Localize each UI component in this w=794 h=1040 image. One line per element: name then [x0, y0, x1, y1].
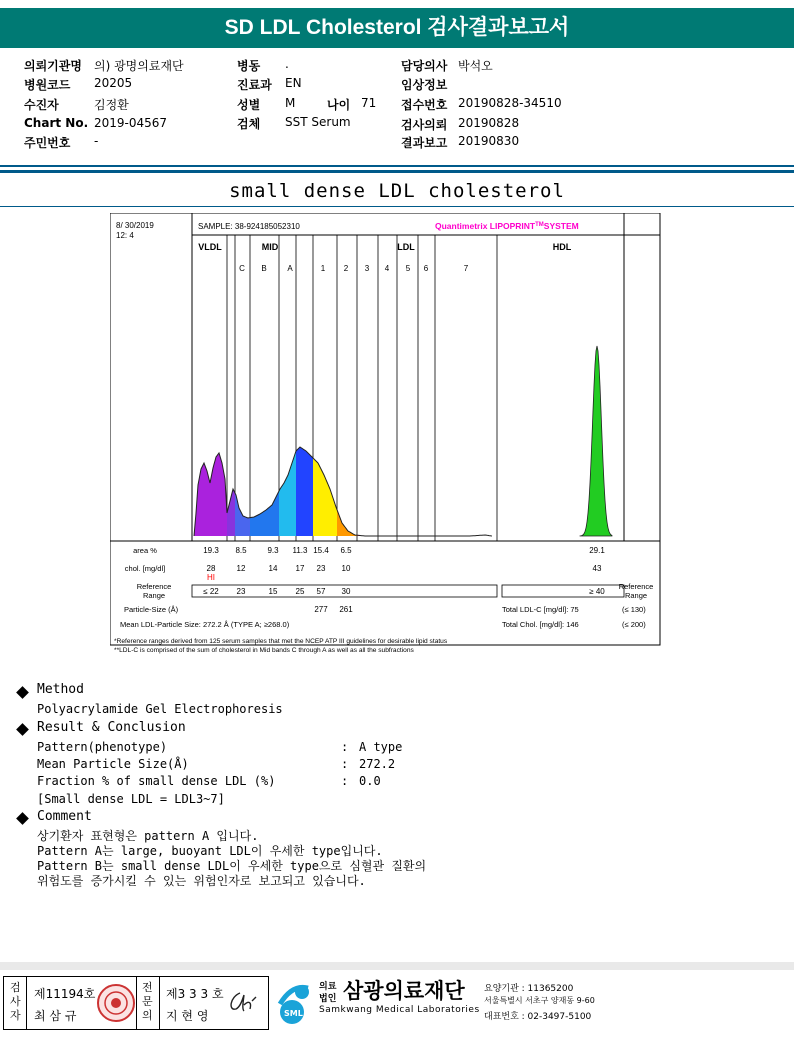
divider	[0, 170, 794, 173]
result-note: [Small dense LDL = LDL3~7]	[37, 792, 225, 806]
group-label: LDL	[397, 242, 415, 252]
band-label: 3	[364, 264, 370, 273]
method-text: Polyacrylamide Gel Electrophoresis	[37, 702, 283, 716]
band-label: C	[239, 264, 245, 273]
area-value: 19.3	[203, 546, 219, 555]
info-value: 김정환	[94, 98, 129, 112]
info-label: 진료과	[237, 78, 272, 92]
total-chol: Total Chol. [mg/dl]: 146	[502, 620, 579, 629]
chol-value: 14	[268, 564, 278, 573]
info-value: SST Serum	[285, 115, 351, 129]
info-value: EN	[285, 76, 302, 90]
comment-line: Pattern B는 small dense LDL이 우세한 type으로 심혈관 질환의	[37, 859, 427, 873]
band-label: 6	[423, 264, 429, 273]
ref-value: 23	[236, 587, 246, 596]
bullet-icon	[16, 812, 29, 825]
bullet-icon	[16, 686, 29, 699]
result-heading: Result & Conclusion	[37, 720, 186, 735]
area-value: 8.5	[235, 546, 247, 555]
info-value: 박석오	[458, 59, 493, 73]
chol-value: 10	[341, 564, 351, 573]
org-english-name: Samkwang Medical Laboratories	[319, 1005, 480, 1015]
particle-size-label: Particle-Size (Å)	[124, 605, 179, 614]
chol-value: 12	[236, 564, 246, 573]
info-value: 2019-04567	[94, 116, 168, 130]
hdl-area-value: 29.1	[589, 546, 605, 555]
seal-icon	[96, 983, 136, 1023]
total-ldl: Total LDL-C [mg/dl]: 75	[502, 605, 579, 614]
specialist-name: 지 현 영	[166, 1009, 209, 1023]
divider	[0, 206, 794, 207]
result-label: Pattern(phenotype)	[37, 740, 168, 754]
footer-divider	[0, 962, 794, 970]
chol-value: 28	[206, 564, 216, 573]
result-separator: :	[341, 740, 349, 754]
brand-tail: SYSTEM	[543, 221, 579, 231]
band-label: 7	[463, 264, 469, 273]
org-phone: 대표번호 : 02-3497-5100	[484, 1012, 592, 1022]
result-label: Mean Particle Size(Å)	[37, 757, 189, 771]
org-code: 요양기관 : 11365200	[484, 984, 574, 994]
info-value: 20205	[94, 76, 133, 90]
band-label: B	[261, 264, 267, 273]
band-label: 4	[384, 264, 390, 273]
info-value: 20190830	[458, 134, 520, 148]
info-label: 접수번호	[401, 98, 448, 112]
info-value: -	[94, 134, 99, 148]
chart-sample-id: SAMPLE: 38-924185052310	[198, 222, 300, 231]
info-value: M	[285, 96, 296, 110]
ref-row-label: Reference	[618, 582, 654, 591]
result-label: Fraction % of small dense LDL (%)	[37, 774, 276, 788]
info-label: 나이	[327, 98, 351, 112]
comment-line: Pattern A는 large, buoyant LDL이 우세한 type입니다.	[37, 844, 383, 858]
ref-value: 57	[316, 587, 326, 596]
info-value: 71	[361, 96, 377, 110]
mean-particle-size: Mean LDL-Particle Size: 272.2 Å (TYPE A; ≥268.0)	[120, 620, 290, 629]
divider	[0, 165, 794, 167]
brand-tm: TM	[535, 222, 544, 228]
ref-value: 25	[295, 587, 305, 596]
ref-value: 30	[341, 587, 351, 596]
logo-text: SML	[284, 1009, 303, 1018]
result-value: 0.0	[359, 774, 381, 788]
total-ldl-ref: (≤ 130)	[622, 605, 646, 614]
band-label: 2	[343, 264, 349, 273]
result-value: 272.2	[359, 757, 396, 771]
result-value: A type	[359, 740, 403, 754]
report-title: SD LDL Cholesterol 검사결과보고서	[0, 8, 794, 48]
chart-footnote: **LDL-C is comprised of the sum of cholesterol in Mid bands C through A as well as all the subfractions	[114, 647, 414, 654]
group-label: HDL	[552, 242, 572, 252]
ldl1-area	[296, 447, 313, 536]
comment-line: 위험도를 증가시킬 수 있는 위험인자로 보고되고 있습니다.	[37, 874, 366, 888]
sml-logo-icon	[272, 978, 317, 1026]
examiner-label: 검사자	[10, 981, 21, 1022]
info-value: 20190828	[458, 116, 520, 130]
particle-value: 261	[339, 605, 353, 614]
info-label: 수진자	[24, 98, 59, 112]
ref-row-label: Range	[624, 591, 648, 600]
bullet-icon	[16, 723, 29, 736]
chol-value: 23	[316, 564, 326, 573]
info-value: 20190828-34510	[458, 96, 562, 110]
ref-row-label: Reference	[136, 582, 172, 591]
org-prefix: 의료	[319, 982, 337, 992]
method-heading: Method	[37, 682, 84, 697]
high-flag: HI	[207, 573, 215, 582]
chart-footnote: *Reference ranges derived from 125 serum samples that met the NCEP ATP III guidelines for desirable lipid status	[114, 638, 448, 645]
org-name: 삼광의료재단	[343, 979, 465, 1003]
info-label: 병원코드	[24, 78, 71, 92]
comment-heading: Comment	[37, 809, 92, 824]
info-label: 결과보고	[401, 136, 448, 150]
result-separator: :	[341, 774, 349, 788]
comment-line: 상기환자 표현형은 pattern A 입니다.	[37, 829, 259, 843]
particle-value: 277	[314, 605, 328, 614]
ref-value: 15	[268, 587, 278, 596]
band-label: A	[287, 264, 293, 273]
hdl-ref-value: ≥ 40	[589, 587, 605, 596]
info-label: 임상정보	[401, 78, 448, 92]
chart-time: 12: 4	[116, 231, 134, 240]
org-address: 서울특별시 서초구 양재동 9-60	[484, 996, 595, 1005]
ref-value: ≤ 22	[203, 587, 219, 596]
hdl-chol-value: 43	[592, 564, 602, 573]
info-label: 담당의사	[401, 59, 448, 73]
brand-label: Quantimetrix LIPOPRINT™SYSTEM	[435, 221, 579, 231]
info-label: 검체	[237, 117, 261, 131]
org-prefix: 법인	[319, 994, 337, 1004]
total-chol-ref: (≤ 200)	[622, 620, 646, 629]
band-label: 1	[320, 264, 326, 273]
chol-row-label: chol. [mg/dl]	[124, 564, 166, 573]
info-label: 주민번호	[24, 136, 71, 150]
chol-value: 17	[295, 564, 305, 573]
signature-box	[3, 976, 269, 1030]
examiner-license: 제11194호	[34, 987, 96, 1001]
signature-icon	[226, 987, 262, 1017]
section-title: small dense LDL cholesterol	[229, 180, 565, 202]
examiner-name: 최 삼 규	[34, 1009, 77, 1023]
info-label: 의뢰기관명	[24, 59, 82, 73]
info-label: Chart No.	[24, 116, 89, 130]
info-value: .	[285, 57, 289, 71]
area-value: 15.4	[313, 546, 329, 555]
group-label: MID	[261, 242, 279, 252]
result-separator: :	[341, 757, 349, 771]
info-label: 성별	[237, 98, 261, 112]
info-label: 병동	[237, 59, 261, 73]
ref-row-label: Range	[142, 591, 166, 600]
info-value: 의) 광명의료재단	[94, 59, 184, 73]
specialist-license: 제3 3 3 호	[166, 987, 224, 1001]
area-row-label: area %	[133, 546, 157, 555]
specialist-label: 전문의	[142, 981, 153, 1022]
band-label: 5	[405, 264, 411, 273]
area-value: 6.5	[340, 546, 352, 555]
info-label: 검사의뢰	[401, 118, 448, 132]
chart-date: 8/ 30/2019	[116, 221, 154, 230]
area-value: 11.3	[292, 546, 308, 555]
lipoprint-chart	[110, 213, 670, 658]
area-value: 9.3	[267, 546, 279, 555]
group-label: VLDL	[198, 242, 222, 252]
